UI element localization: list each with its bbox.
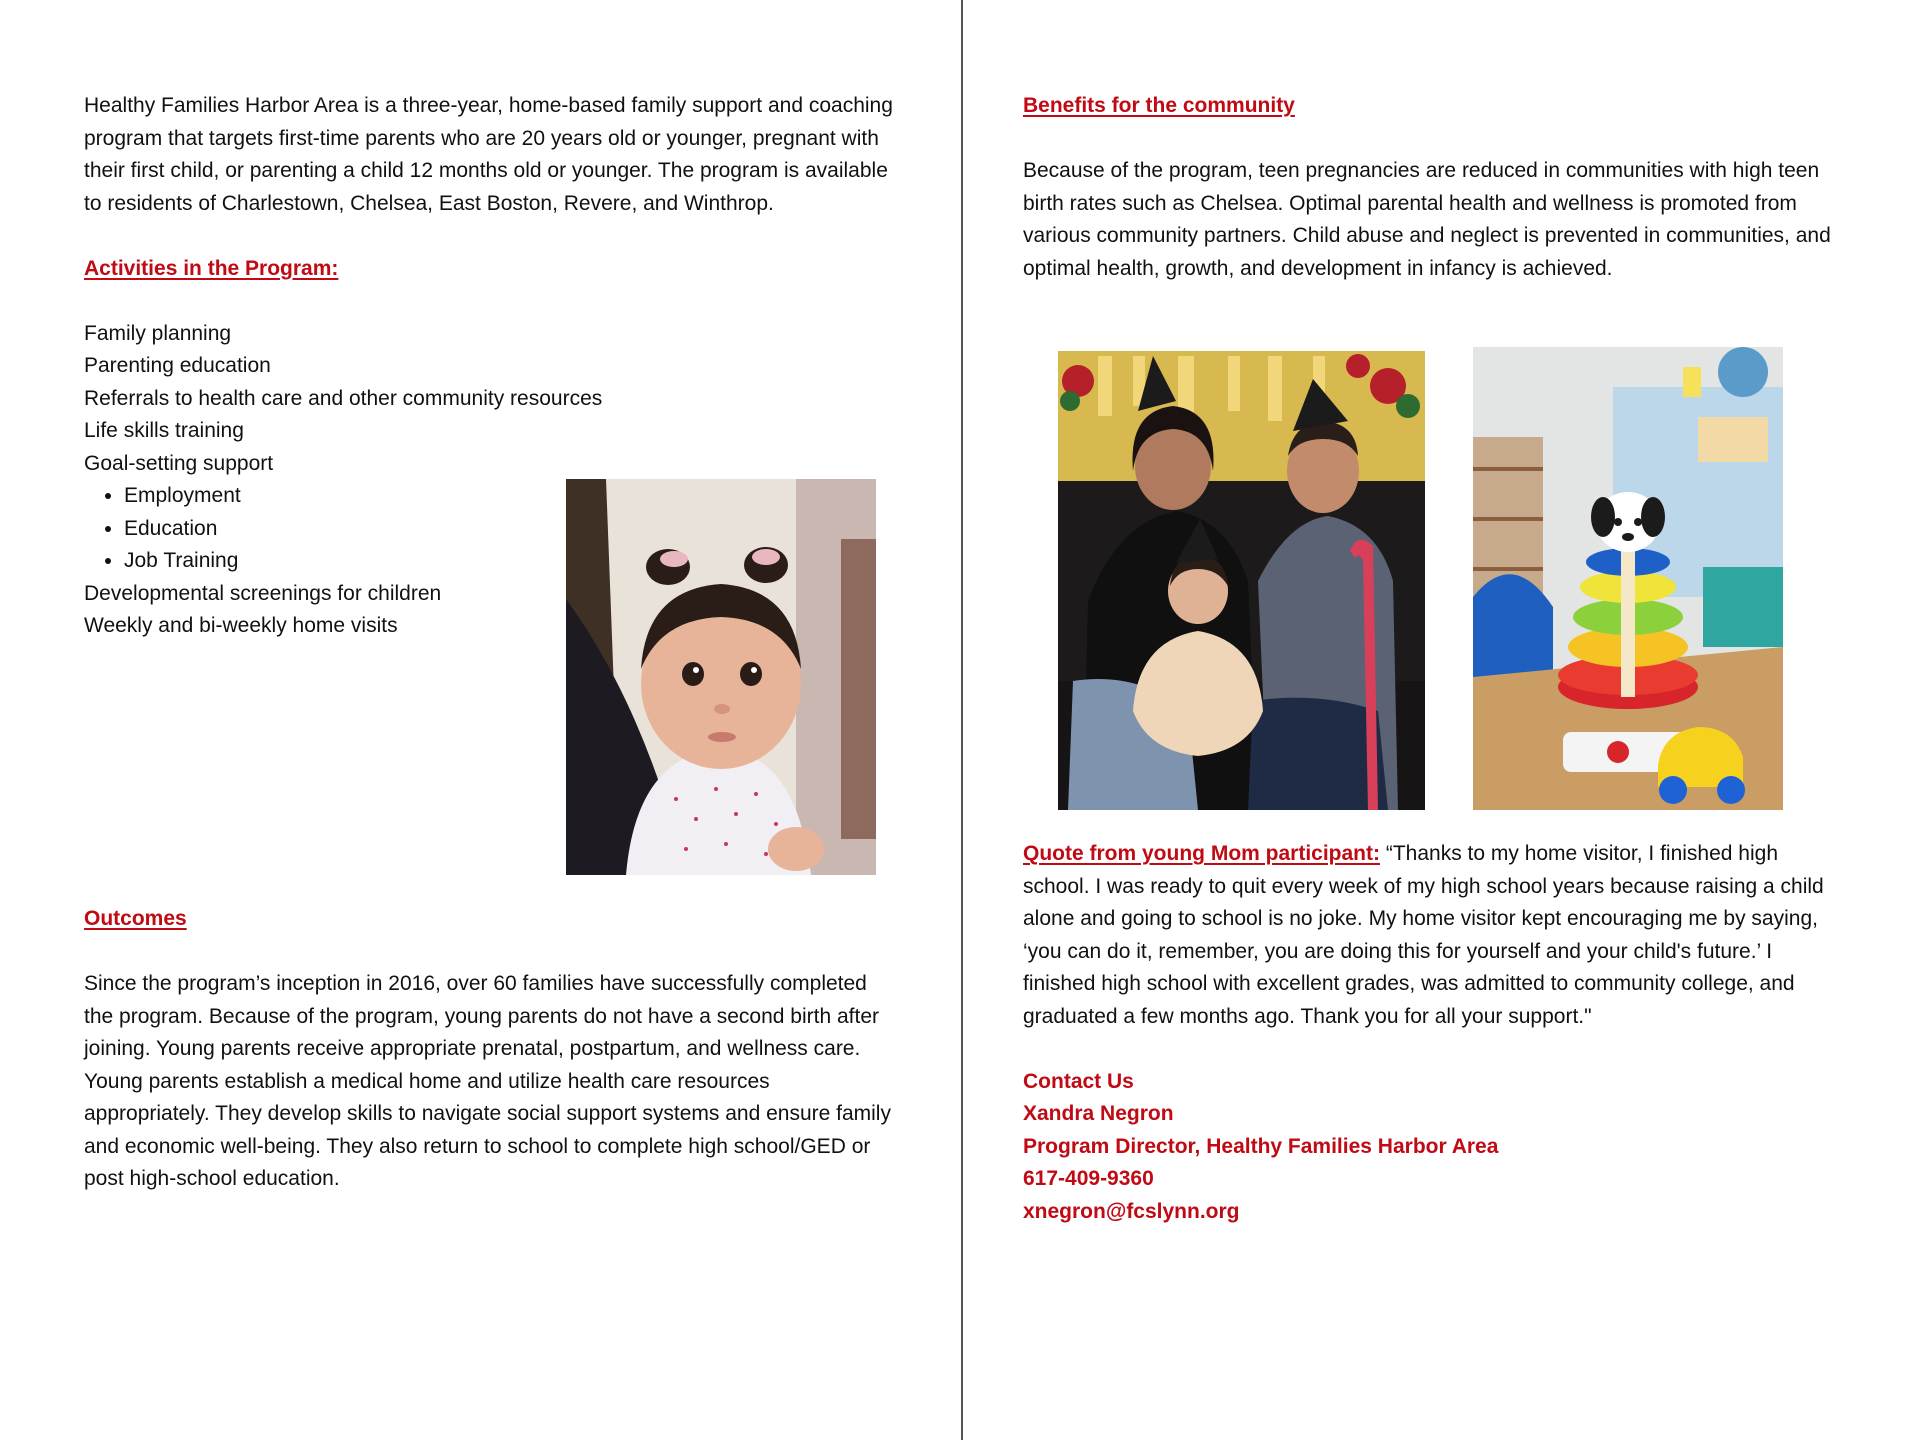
quote-text: “Thanks to my home visitor, I finished high school. I was ready to quit every week of my high school years because raising a child alone and going to school is no joke. My home visitor kept encouraging me by saying, ‘you can do it, remember, you are doing this for yourself and your child's future.’ I finished high school with excellent grades, was admitted to community college, and graduated a few months ago. Thank you for all your support." (1023, 842, 1824, 1028)
activity-item: Parenting education (84, 354, 271, 377)
activity-item: Life skills training (84, 419, 244, 442)
contact-phone: 617-409-9360 (1023, 1167, 1154, 1190)
activity-item: Goal-setting support (84, 451, 274, 475)
activities-heading: Activities in the Program: (84, 256, 339, 280)
goal-subitem: • Education (124, 513, 894, 546)
contact-name: Xandra Negron (1023, 1102, 1174, 1125)
toy-photo (1473, 347, 1783, 810)
contact-email: xnegron@fcslynn.org (1023, 1199, 1240, 1223)
benefits-section (1023, 90, 1833, 285)
baby-photo (566, 479, 876, 875)
goal-subitem: • Employment (124, 480, 894, 513)
activity-item: Family planning (84, 321, 232, 345)
quote-paragraph (1023, 838, 1843, 1033)
benefits-heading: Benefits for the community (1023, 94, 1295, 117)
goal-subitem: • Job Training (124, 545, 894, 578)
quote-heading: Quote from young Mom participant: (1023, 842, 1380, 865)
family-photo (1058, 351, 1425, 810)
contact-heading: Contact Us (1023, 1069, 1134, 1093)
activity-item: Weekly and bi-weekly home visits (84, 614, 398, 637)
outcomes-section (84, 903, 894, 1196)
right-page (963, 0, 1920, 1440)
benefits-paragraph: Because of the program, teen pregnancies are reduced in communities with high teen birth rates such as Chelsea. Optimal parental health and wellness is promoted from various community partners. Child abuse and neglect is prevented in communities, and optimal health, growth, and development in infancy is achieved. (1023, 159, 1831, 280)
activity-item: Developmental screenings for children (84, 581, 442, 605)
contact-title: Program Director, Healthy Families Harbor Area (1023, 1134, 1499, 1158)
quote-and-contact (1023, 838, 1843, 1228)
outcomes-heading: Outcomes (84, 907, 187, 930)
intro-paragraph: Healthy Families Harbor Area is a three-year, home-based family support and coaching program that targets first-time parents who are 20 years old or younger, pregnant with their first child, or parenting a child 12 months old or younger. The program is available to residents of Charlestown, Chelsea, East Boston, Revere, and Winthrop. (84, 94, 893, 215)
activity-item: Referrals to health care and other community resources (84, 386, 603, 410)
outcomes-paragraph: Since the program’s inception in 2016, over 60 families have successfully completed the program. Because of the program, young parents do not have a second birth after joining. Young parents receive appropriate prenatal, postpartum, and wellness care. Young parents establish a medical home and utilize health care resources appropriately. They develop skills to navigate social support systems and ensure family and economic well-being. They also return to school to complete high school/GED or post high-school education. (84, 972, 891, 1190)
